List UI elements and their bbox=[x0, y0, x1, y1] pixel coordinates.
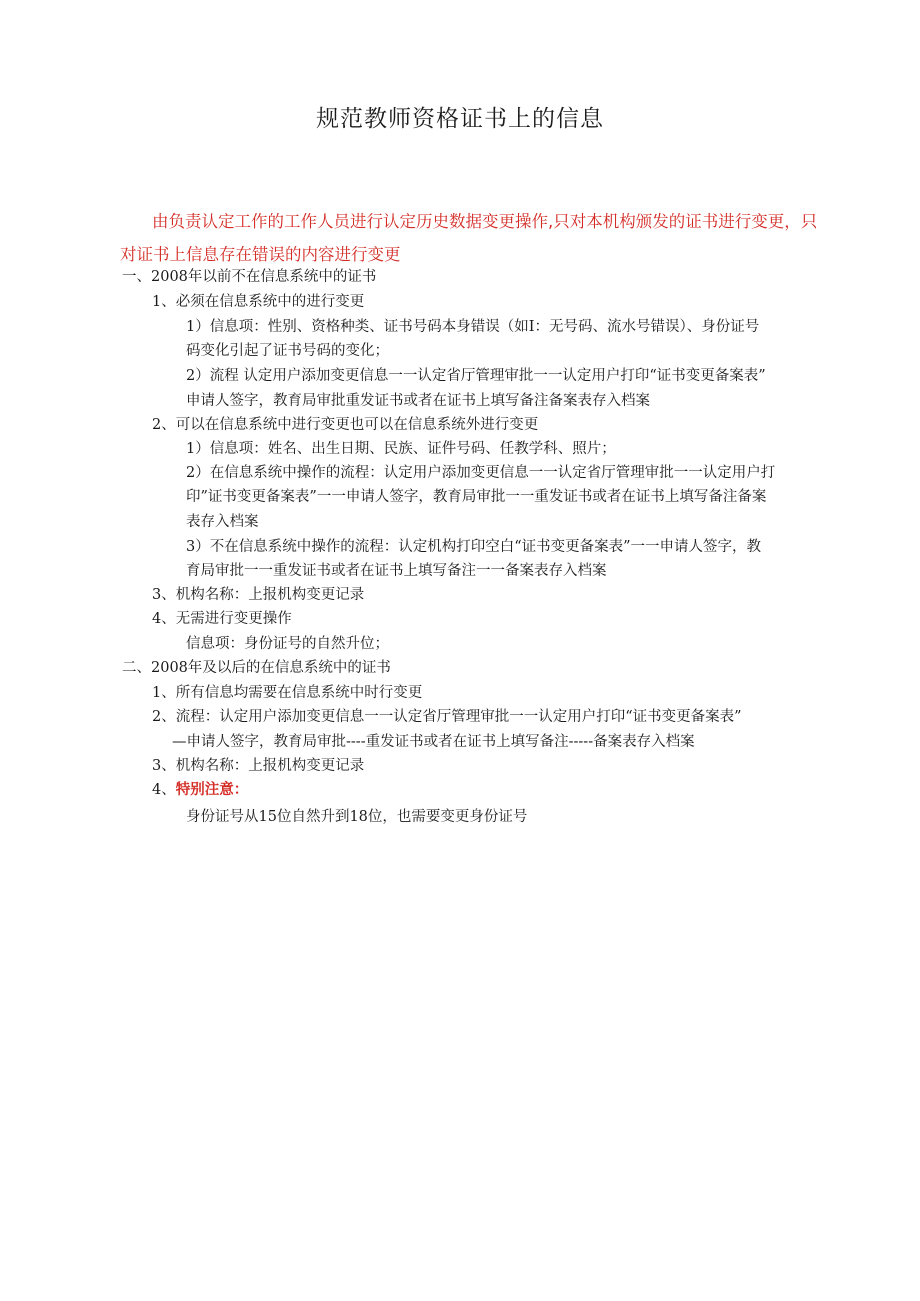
section-1-item-2-sub-3: 3）不在信息系统中操作的流程：认定机构打印空白“证书变更备案表”一一申请人签字，教 bbox=[186, 539, 762, 555]
section-2-item-3: 3、机构名称：上报机构变更记录 bbox=[152, 758, 365, 774]
section-2-item-1: 1、所有信息均需要在信息系统中时行变更 bbox=[152, 685, 423, 701]
section-1-item-4-sub: 信息项：身份证号的自然升位； bbox=[186, 636, 389, 652]
section-1-heading: 一、2008年以前不在信息系统中的证书 bbox=[122, 269, 377, 285]
section-1-item-1: 1、必须在信息系统中的进行变更 bbox=[152, 294, 365, 310]
section-2-item-4-sub: 身份证号从15位自然升到18位，也需要变更身份证号 bbox=[186, 809, 528, 825]
section-1-item-2-sub-1: 1）信息项：姓名、出生日期、民族、证件号码、任教学科、照片； bbox=[186, 441, 616, 457]
section-1-item-1-sub-1-cont: 码变化引起了证书号码的变化； bbox=[186, 343, 389, 359]
section-2-item-4 bbox=[152, 778, 248, 802]
red-notice: 由负责认定工作的工作人员进行认定历史数据变更操作,只对本机构颁发的证书进行变更，只对证书上信息存在错误的内容进行变更 bbox=[120, 212, 818, 264]
special-attention-label: 特别注意： bbox=[175, 781, 249, 798]
section-2-item-4-number: 4、 bbox=[152, 782, 176, 798]
section-2-item-2: 2、流程：认定用户添加变更信息一一认定省厅管理审批一一认定用户打印“证书变更备案表” bbox=[152, 709, 742, 725]
section-1-item-2-sub-2: 2）在信息系统中操作的流程：认定用户添加变更信息一一认定省厅管理审批一一认定用户打 bbox=[186, 465, 776, 481]
section-1-item-2-sub-3-cont: 育局审批一一重发证书或者在证书上填写备注一一备案表存入档案 bbox=[186, 563, 607, 579]
section-1-item-1-sub-1: 1）信息项：性别、资格种类、证书号码本身错误（如Ⅰ：无号码、流水号错误）、身份证号 bbox=[186, 319, 760, 335]
section-1-item-2-sub-2-cont2: 表存入档案 bbox=[186, 514, 259, 530]
section-1-item-4: 4、无需进行变更操作 bbox=[152, 611, 292, 627]
section-1-item-3: 3、机构名称：上报机构变更记录 bbox=[152, 587, 365, 603]
section-2-item-2-cont: —申请人签字，教育局审批----重发证书或者在证书上填写备注-----备案表存入档案 bbox=[172, 734, 695, 750]
section-1-item-2-sub-2-cont: 印”证书变更备案表”一一申请人签字，教育局审批一一重发证书或者在证书上填写备注备案 bbox=[186, 489, 767, 505]
section-1-item-1-sub-2-cont: 申请人签字，教育局审批重发证书或者在证书上填写备注备案表存入档案 bbox=[186, 393, 650, 409]
page-title: 规范教师资格证书上的信息 bbox=[316, 106, 604, 132]
section-1-item-2: 2、可以在信息系统中进行变更也可以在信息系统外进行变更 bbox=[152, 417, 539, 433]
section-1-item-1-sub-2: 2）流程 认定用户添加变更信息一一认定省厅管理审批一一认定用户打印“证书变更备案表” bbox=[186, 368, 766, 384]
section-2-heading: 二、2008年及以后的在信息系统中的证书 bbox=[122, 660, 391, 676]
